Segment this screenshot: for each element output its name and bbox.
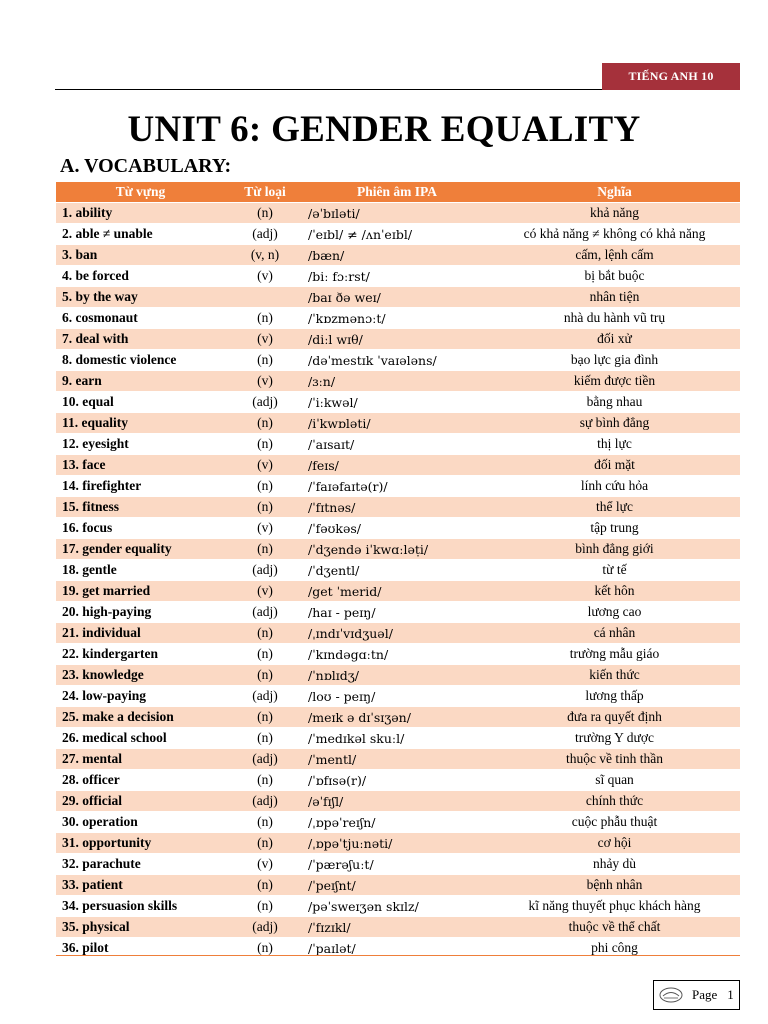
- ipa-cell: /loʊ - peɪŋ/: [305, 686, 489, 707]
- ipa-cell: /ɜːn/: [305, 371, 489, 392]
- meaning-cell: thể lực: [489, 497, 740, 518]
- column-header-ipa: Phiên âm IPA: [305, 182, 489, 203]
- table-row: [56, 434, 740, 455]
- meaning-cell: cấm, lệnh cấm: [489, 245, 740, 266]
- table-row: [56, 686, 740, 707]
- meaning-cell: đối xử: [489, 329, 740, 350]
- part-of-speech-cell: (v): [225, 266, 305, 287]
- ipa-cell: /ˌɒpəˈtjuːnəti/: [305, 833, 489, 854]
- ipa-cell: /dəˈmestɪk ˈvaɪələns/: [305, 350, 489, 371]
- table-row: [56, 770, 740, 791]
- ipa-cell: /ˈmentl/: [305, 749, 489, 770]
- table-row: [56, 854, 740, 875]
- ipa-cell: /ˈdʒendə iˈkwɑːləṭi/: [305, 539, 489, 560]
- part-of-speech-cell: (v): [225, 455, 305, 476]
- word-cell: 36. pilot: [56, 938, 225, 959]
- part-of-speech-cell: (adj): [225, 392, 305, 413]
- table-row: [56, 287, 740, 308]
- part-of-speech-cell: (n): [225, 665, 305, 686]
- meaning-cell: lương cao: [489, 602, 740, 623]
- part-of-speech-cell: (n): [225, 833, 305, 854]
- table-row: [56, 518, 740, 539]
- meaning-cell: cá nhân: [489, 623, 740, 644]
- table-row: [56, 266, 740, 287]
- word-cell: 34. persuasion skills: [56, 896, 225, 917]
- part-of-speech-cell: (n): [225, 623, 305, 644]
- word-cell: 32. parachute: [56, 854, 225, 875]
- word-cell: 20. high-paying: [56, 602, 225, 623]
- part-of-speech-cell: (n): [225, 539, 305, 560]
- meaning-cell: tập trung: [489, 518, 740, 539]
- meaning-cell: thuộc về tinh thần: [489, 749, 740, 770]
- meaning-cell: nhân tiện: [489, 287, 740, 308]
- ipa-cell: /ˈpaɪlət/: [305, 938, 489, 959]
- subject-badge: TIẾNG ANH 10: [602, 63, 740, 90]
- part-of-speech-cell: (n): [225, 770, 305, 791]
- ipa-cell: /ˈmedɪkəl skuːl/: [305, 728, 489, 749]
- word-cell: 7. deal with: [56, 329, 225, 350]
- part-of-speech-cell: (v): [225, 329, 305, 350]
- meaning-cell: sĩ quan: [489, 770, 740, 791]
- ipa-cell: /əˈfɪʃl/: [305, 791, 489, 812]
- table-row: [56, 917, 740, 938]
- ipa-cell: /ˈɒfɪsə(r)/: [305, 770, 489, 791]
- part-of-speech-cell: (n): [225, 812, 305, 833]
- table-row: [56, 203, 740, 224]
- part-of-speech-cell: (n): [225, 350, 305, 371]
- meaning-cell: bệnh nhân: [489, 875, 740, 896]
- word-cell: 31. opportunity: [56, 833, 225, 854]
- ipa-cell: /ˈpærəʃuːt/: [305, 854, 489, 875]
- ipa-cell: /baɪ ðə weɪ/: [305, 287, 489, 308]
- word-cell: 5. by the way: [56, 287, 225, 308]
- table-row: [56, 896, 740, 917]
- table-row: [56, 665, 740, 686]
- word-cell: 16. focus: [56, 518, 225, 539]
- part-of-speech-cell: (v, n): [225, 245, 305, 266]
- word-cell: 33. patient: [56, 875, 225, 896]
- table-row: [56, 602, 740, 623]
- part-of-speech-cell: (adj): [225, 791, 305, 812]
- meaning-cell: trường Y dược: [489, 728, 740, 749]
- ipa-cell: /əˈbɪləti/: [305, 203, 489, 224]
- part-of-speech-cell: (n): [225, 938, 305, 959]
- table-row: [56, 308, 740, 329]
- meaning-cell: bình đẳng giới: [489, 539, 740, 560]
- meaning-cell: nhảy dù: [489, 854, 740, 875]
- part-of-speech-cell: (adj): [225, 749, 305, 770]
- part-of-speech-cell: (n): [225, 896, 305, 917]
- table-row: [56, 623, 740, 644]
- word-cell: 25. make a decision: [56, 707, 225, 728]
- meaning-cell: bạo lực gia đình: [489, 350, 740, 371]
- table-row: [56, 371, 740, 392]
- ipa-cell: /ˈfɪtnəs/: [305, 497, 489, 518]
- column-header-pos: Từ loại: [225, 182, 305, 203]
- ipa-cell: /ˈaɪsaɪt/: [305, 434, 489, 455]
- ipa-cell: /ˈfaɪəfaɪtə(r)/: [305, 476, 489, 497]
- part-of-speech-cell: (adj): [225, 224, 305, 245]
- publisher-logo-icon: [658, 986, 684, 1004]
- ipa-cell: /ˈfəʊkəs/: [305, 518, 489, 539]
- word-cell: 13. face: [56, 455, 225, 476]
- word-cell: 12. eyesight: [56, 434, 225, 455]
- table-bottom-rule: [56, 955, 740, 956]
- table-row: [56, 560, 740, 581]
- ipa-cell: /feɪs/: [305, 455, 489, 476]
- meaning-cell: nhà du hành vũ trụ: [489, 308, 740, 329]
- table-row: [56, 413, 740, 434]
- table-row: [56, 224, 740, 245]
- part-of-speech-cell: (v): [225, 581, 305, 602]
- word-cell: 29. official: [56, 791, 225, 812]
- meaning-cell: thuộc về thể chất: [489, 917, 740, 938]
- part-of-speech-cell: (v): [225, 518, 305, 539]
- table-row: [56, 875, 740, 896]
- part-of-speech-cell: (v): [225, 854, 305, 875]
- table-row: [56, 644, 740, 665]
- part-of-speech-cell: (adj): [225, 917, 305, 938]
- ipa-cell: /ˈnɒlɪdʒ/: [305, 665, 489, 686]
- table-row: [56, 539, 740, 560]
- word-cell: 19. get married: [56, 581, 225, 602]
- meaning-cell: bị bắt buộc: [489, 266, 740, 287]
- part-of-speech-cell: (n): [225, 203, 305, 224]
- word-cell: 17. gender equality: [56, 539, 225, 560]
- part-of-speech-cell: (n): [225, 476, 305, 497]
- table-row: [56, 791, 740, 812]
- table-row: [56, 812, 740, 833]
- word-cell: 26. medical school: [56, 728, 225, 749]
- meaning-cell: bằng nhau: [489, 392, 740, 413]
- table-row: [56, 707, 740, 728]
- meaning-cell: cơ hội: [489, 833, 740, 854]
- word-cell: 35. physical: [56, 917, 225, 938]
- meaning-cell: kĩ năng thuyết phục khách hàng: [489, 896, 740, 917]
- meaning-cell: phi công: [489, 938, 740, 959]
- ipa-cell: /ˈfɪzɪkl/: [305, 917, 489, 938]
- page-title: UNIT 6: GENDER EQUALITY: [127, 109, 641, 150]
- meaning-cell: thị lực: [489, 434, 740, 455]
- word-cell: 27. mental: [56, 749, 225, 770]
- ipa-cell: /pəˈsweɪʒən skɪlz/: [305, 896, 489, 917]
- word-cell: 2. able ≠ unable: [56, 224, 225, 245]
- section-heading: A. VOCABULARY:: [60, 155, 232, 177]
- ipa-cell: /ˈkɪndəgɑːtn/: [305, 644, 489, 665]
- ipa-cell: /ˈpeɪʃnt/: [305, 875, 489, 896]
- word-cell: 6. cosmonaut: [56, 308, 225, 329]
- ipa-cell: /bæn/: [305, 245, 489, 266]
- word-cell: 4. be forced: [56, 266, 225, 287]
- word-cell: 15. fitness: [56, 497, 225, 518]
- meaning-cell: chính thức: [489, 791, 740, 812]
- word-cell: 28. officer: [56, 770, 225, 791]
- meaning-cell: khả năng: [489, 203, 740, 224]
- word-cell: 30. operation: [56, 812, 225, 833]
- word-cell: 8. domestic violence: [56, 350, 225, 371]
- part-of-speech-cell: (n): [225, 728, 305, 749]
- meaning-cell: trường mẫu giáo: [489, 644, 740, 665]
- table-row: [56, 581, 740, 602]
- column-header-word: Từ vựng: [56, 182, 225, 203]
- ipa-cell: /ˌɒpəˈreɪʃn/: [305, 812, 489, 833]
- page-number-box: [653, 980, 740, 1010]
- word-cell: 11. equality: [56, 413, 225, 434]
- word-cell: 10. equal: [56, 392, 225, 413]
- ipa-cell: /get ˈmerid/: [305, 581, 489, 602]
- meaning-cell: kiếm được tiền: [489, 371, 740, 392]
- meaning-cell: lương thấp: [489, 686, 740, 707]
- word-cell: 3. ban: [56, 245, 225, 266]
- ipa-cell: /ˈeɪbl/ ≠ /ʌnˈeɪbl/: [305, 224, 489, 245]
- part-of-speech-cell: (adj): [225, 686, 305, 707]
- word-cell: 22. kindergarten: [56, 644, 225, 665]
- word-cell: 21. individual: [56, 623, 225, 644]
- page-label: Page: [692, 987, 718, 1002]
- column-header-meaning: Nghĩa: [489, 182, 740, 203]
- ipa-cell: /haɪ - peɪŋ/: [305, 602, 489, 623]
- meaning-cell: từ tế: [489, 560, 740, 581]
- ipa-cell: /meɪk ə dɪˈsɪʒən/: [305, 707, 489, 728]
- table-row: [56, 329, 740, 350]
- ipa-cell: /ˈdʒentl/: [305, 560, 489, 581]
- ipa-cell: /ˈkɒzmənɔːt/: [305, 308, 489, 329]
- part-of-speech-cell: (n): [225, 644, 305, 665]
- word-cell: 14. firefighter: [56, 476, 225, 497]
- ipa-cell: /iˈkwɒləti/: [305, 413, 489, 434]
- ipa-cell: /ˈiːkwəl/: [305, 392, 489, 413]
- word-cell: 23. knowledge: [56, 665, 225, 686]
- page-number: 1: [727, 987, 734, 1002]
- ipa-cell: /diːl wɪθ/: [305, 329, 489, 350]
- ipa-cell: /biː fɔːrst/: [305, 266, 489, 287]
- vocabulary-table: [56, 182, 740, 959]
- meaning-cell: sự bình đẳng: [489, 413, 740, 434]
- part-of-speech-cell: (n): [225, 434, 305, 455]
- part-of-speech-cell: (n): [225, 707, 305, 728]
- meaning-cell: lính cứu hỏa: [489, 476, 740, 497]
- part-of-speech-cell: (v): [225, 371, 305, 392]
- table-header-row: [56, 182, 740, 203]
- ipa-cell: /ˌɪndɪˈvɪdʒuəl/: [305, 623, 489, 644]
- word-cell: 9. earn: [56, 371, 225, 392]
- part-of-speech-cell: (adj): [225, 602, 305, 623]
- meaning-cell: kiến thức: [489, 665, 740, 686]
- part-of-speech-cell: (n): [225, 497, 305, 518]
- meaning-cell: có khả năng ≠ không có khả năng: [489, 224, 740, 245]
- table-row: [56, 497, 740, 518]
- meaning-cell: kết hôn: [489, 581, 740, 602]
- meaning-cell: cuộc phẫu thuật: [489, 812, 740, 833]
- table-row: [56, 350, 740, 371]
- word-cell: 18. gentle: [56, 560, 225, 581]
- table-row: [56, 476, 740, 497]
- table-row: [56, 833, 740, 854]
- part-of-speech-cell: (n): [225, 875, 305, 896]
- word-cell: 1. ability: [56, 203, 225, 224]
- table-row: [56, 728, 740, 749]
- word-cell: 24. low-paying: [56, 686, 225, 707]
- table-row: [56, 392, 740, 413]
- meaning-cell: đối mặt: [489, 455, 740, 476]
- part-of-speech-cell: [225, 287, 305, 308]
- meaning-cell: đưa ra quyết định: [489, 707, 740, 728]
- table-row: [56, 245, 740, 266]
- part-of-speech-cell: (n): [225, 308, 305, 329]
- table-row: [56, 455, 740, 476]
- part-of-speech-cell: (n): [225, 413, 305, 434]
- part-of-speech-cell: (adj): [225, 560, 305, 581]
- table-row: [56, 749, 740, 770]
